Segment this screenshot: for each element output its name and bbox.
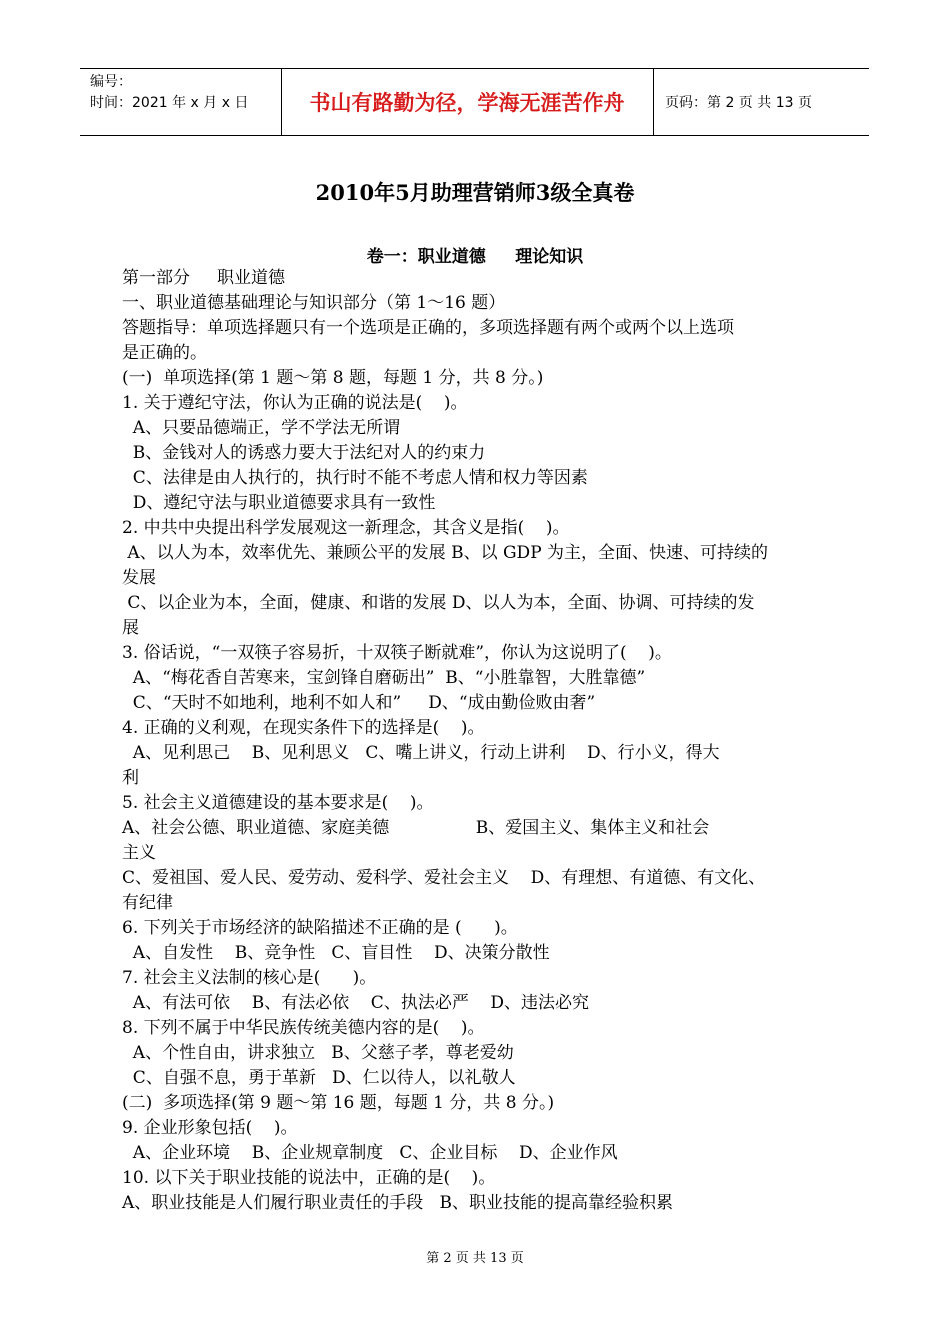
text-line: A、以人为本，效率优先、兼顾公平的发展 B、以 GDP 为主，全面、快速、可持续的 xyxy=(122,543,769,563)
text-line: 答题指导：单项选择题只有一个选项是正确的，多项选择题有两个或两个以上选项 xyxy=(122,318,734,338)
text-line: A、社会公德、职业道德、家庭美德 B、爱国主义、集体主义和社会 xyxy=(122,818,710,838)
text-line: (二) 多项选择(第 9 题～第 16 题，每题 1 分，共 8 分。) xyxy=(122,1093,555,1113)
text-line: A、企业环境 B、企业规章制度 C、企业目标 D、企业作风 xyxy=(122,1143,618,1163)
document-number: 编号： xyxy=(90,74,132,90)
page-header xyxy=(80,68,869,136)
text-line: 8. 下列不属于中华民族传统美德内容的是( )。 xyxy=(122,1018,485,1038)
text-line: C、“天时不如地利，地利不如人和” D、“成由勤俭败由奢” xyxy=(122,693,596,713)
text-line: 3. 俗话说，“一双筷子容易折，十双筷子断就难”，你认为这说明了( )。 xyxy=(122,643,672,663)
text-line: 6. 下列关于市场经济的缺陷描述不正确的是 ( )。 xyxy=(122,918,518,938)
text-line: A、自发性 B、竞争性 C、盲目性 D、决策分散性 xyxy=(122,943,550,963)
text-line: 10. 以下关于职业技能的说法中，正确的是( )。 xyxy=(122,1168,496,1188)
text-line: 2. 中共中央提出科学发展观这一新理念，其含义是指( )。 xyxy=(122,518,570,538)
text-line: 4. 正确的义利观，在现实条件下的选择是( )。 xyxy=(122,718,485,738)
header-meta xyxy=(80,69,282,135)
header-page-number xyxy=(655,69,869,135)
text-line: A、有法可依 B、有法必依 C、执法必严 D、违法必究 xyxy=(122,993,590,1013)
page-number-label: 页码：第 2 页 共 13 页 xyxy=(665,95,812,111)
text-line: 主义 xyxy=(122,843,156,863)
section-subtitle: 卷一：职业道德 理论知识 xyxy=(366,247,584,267)
text-line: 第一部分 职业道德 xyxy=(122,268,286,288)
document-date: 时间：2021 年 x 月 x 日 xyxy=(90,95,249,111)
text-line: 7. 社会主义法制的核心是( )。 xyxy=(122,968,377,988)
text-line: A、只要品德端正，学不学法无所谓 xyxy=(122,418,401,438)
header-motto: 书山有路勤为径，学海无涯苦作舟 xyxy=(281,69,654,135)
text-line: 展 xyxy=(122,618,139,638)
text-line: 发展 xyxy=(122,568,156,588)
text-line: 有纪律 xyxy=(122,893,173,913)
text-line: C、法律是由人执行的，执行时不能不考虑人情和权力等因素 xyxy=(122,468,588,488)
text-line: C、爱祖国、爱人民、爱劳动、爱科学、爱社会主义 D、有理想、有道德、有文化、 xyxy=(122,868,766,888)
text-line: 利 xyxy=(122,768,139,788)
text-line: 一、职业道德基础理论与知识部分（第 1～16 题） xyxy=(122,293,506,313)
text-line: C、以企业为本，全面，健康、和谐的发展 D、以人为本，全面、协调、可持续的发 xyxy=(122,593,755,613)
text-line: A、职业技能是人们履行职业责任的手段 B、职业技能的提高靠经验积累 xyxy=(122,1193,673,1213)
text-line: A、“梅花香自苦寒来，宝剑锋自磨砺出” B、“小胜靠智，大胜靠德” xyxy=(122,668,646,688)
text-line: 是正确的。 xyxy=(122,343,207,363)
text-line: 9. 企业形象包括( )。 xyxy=(122,1118,298,1138)
text-line: C、自强不息，勇于革新 D、仁以待人，以礼敬人 xyxy=(122,1068,516,1088)
text-line: D、遵纪守法与职业道德要求具有一致性 xyxy=(122,493,436,513)
page-footer: 第 2 页 共 13 页 xyxy=(426,1251,524,1266)
text-line: A、个性自由，讲求独立 B、父慈子孝，尊老爱幼 xyxy=(122,1043,514,1063)
text-line: (一) 单项选择(第 1 题～第 8 题，每题 1 分，共 8 分。) xyxy=(122,368,544,388)
text-line: 5. 社会主义道德建设的基本要求是( )。 xyxy=(122,793,434,813)
text-line: A、见利思己 B、见利思义 C、嘴上讲义，行动上讲利 D、行小义，得大 xyxy=(122,743,720,763)
document-title: 2010年5月助理营销师3级全真卷 xyxy=(315,180,635,205)
text-line: B、金钱对人的诱惑力要大于法纪对人的约束力 xyxy=(122,443,486,463)
text-line: 1. 关于遵纪守法，你认为正确的说法是( )。 xyxy=(122,393,468,413)
